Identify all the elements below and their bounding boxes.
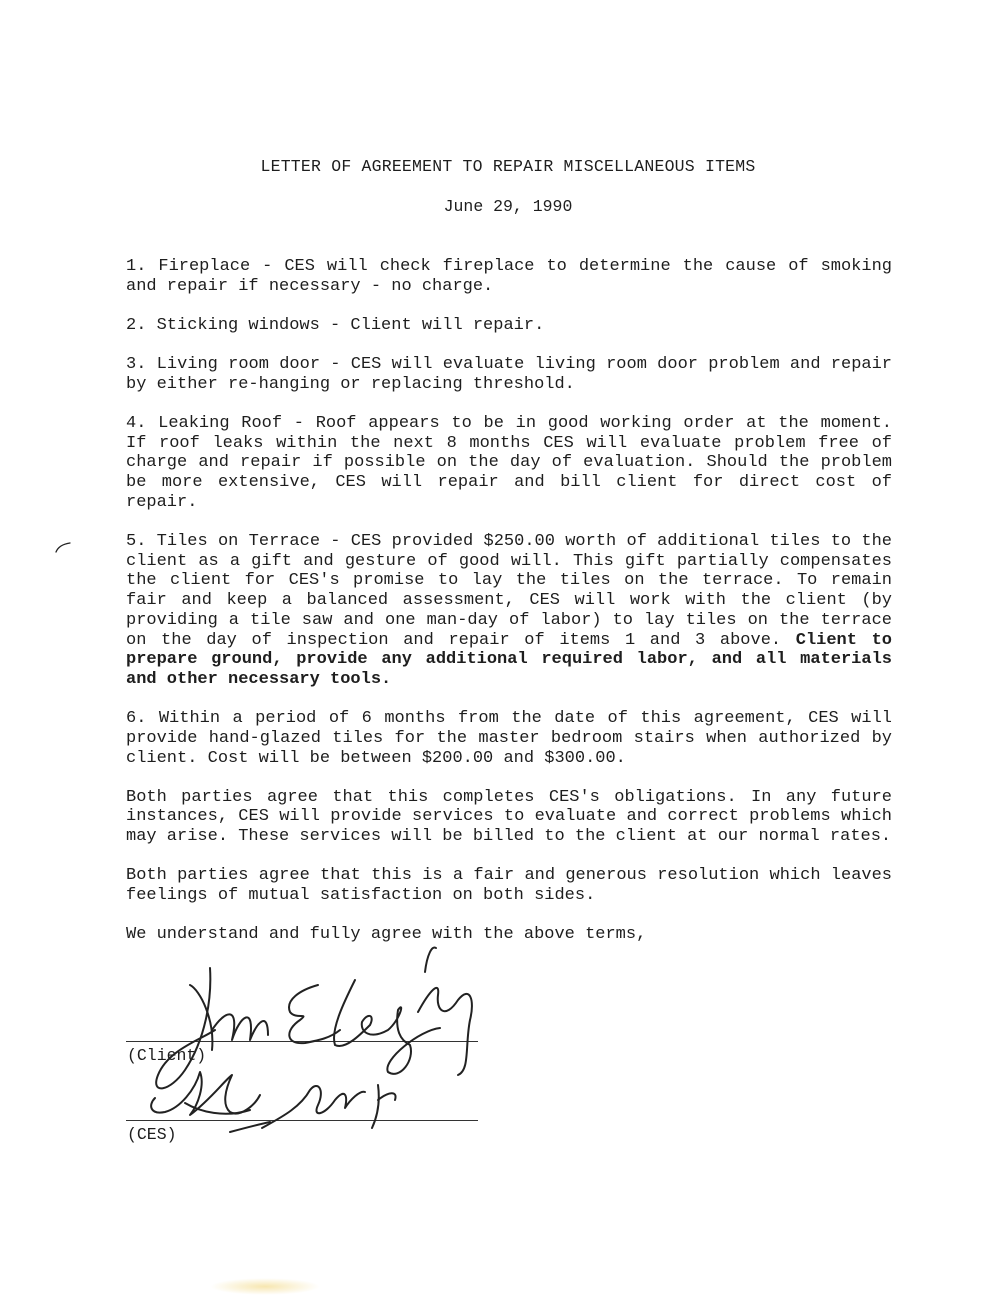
item-3: 3. Living room door - CES will evaluate living room door problem and repair by either re-hanging or replacing threshold. xyxy=(126,355,892,394)
client-signature-line xyxy=(126,1041,478,1042)
ces-signature-stroke-3 xyxy=(262,1086,365,1128)
item-4: 4. Leaking Roof - Roof appears to be in good working order at the moment. If roof leaks within the next 8 months CES will evaluate problem free of charge and repair if possible on the day of evaluation. Should the problem be more extensive, CES will repair and bill client for direct cost of repair. xyxy=(126,414,892,512)
document-title: LETTER OF AGREEMENT TO REPAIR MISCELLANEOUS ITEMS xyxy=(260,157,756,176)
document-body xyxy=(126,257,892,945)
paper-stain xyxy=(210,1278,320,1295)
signature-intro: We understand and fully agree with the above terms, xyxy=(126,925,647,945)
ces-signature-stroke-5 xyxy=(230,1122,270,1132)
client-signature-stroke-6 xyxy=(425,947,436,972)
ces-signature-stroke-4 xyxy=(372,1085,396,1128)
client-signature-stroke-5 xyxy=(418,988,472,1075)
item-5-text: 5. Tiles on Terrace - CES provided $250.00 worth of additional tiles to the client as a gift and gesture of good will. This gift partially compensates the client for CES's promise to lay the tiles on the terrace. To remain fair and keep a balanced assessment, CES will work with the client (by providing a tile saw and one man-day of labor) to lay tiles on the terrace on the day of inspection and repair of items 1 and 3 above. xyxy=(126,532,892,650)
closing-resolution: Both parties agree that this is a fair and generous resolution which leaves feelings of mutual satisfaction on both sides. xyxy=(126,866,892,906)
document-date: June 29, 1990 xyxy=(443,197,573,216)
ces-signature-line xyxy=(126,1120,478,1121)
item-1: 1. Fireplace - CES will check fireplace to determine the cause of smoking and repair if necessary - no charge. xyxy=(126,257,892,296)
client-signature-stroke-3 xyxy=(289,985,340,1043)
client-signature-stroke-4 xyxy=(334,980,440,1074)
ces-label: (CES) xyxy=(127,1125,177,1144)
client-signature-stroke xyxy=(156,968,215,1088)
closing-obligations: Both parties agree that this completes CES's obligations. In any future instances, CES will provide services to evaluate and correct problems which may arise. These services will be billed to the client at our normal rates. xyxy=(126,787,892,847)
ces-signature-stroke-2 xyxy=(185,1103,250,1114)
item-5-bold-text: Client to prepare ground, provide any additional required labor, and all materials and other necessary tools. xyxy=(126,630,892,689)
ces-signature-stroke xyxy=(151,1072,260,1115)
item-2: 2. Sticking windows - Client will repair. xyxy=(126,315,545,335)
item-5 xyxy=(126,532,892,690)
client-label: (Client) xyxy=(127,1046,207,1065)
item-6: 6. Within a period of 6 months from the date of this agreement, CES will provide hand-glazed tiles for the master bedroom stairs when authorized by client. Cost will be between $200.00 and $300.00. xyxy=(126,709,892,768)
margin-mark xyxy=(56,543,70,552)
